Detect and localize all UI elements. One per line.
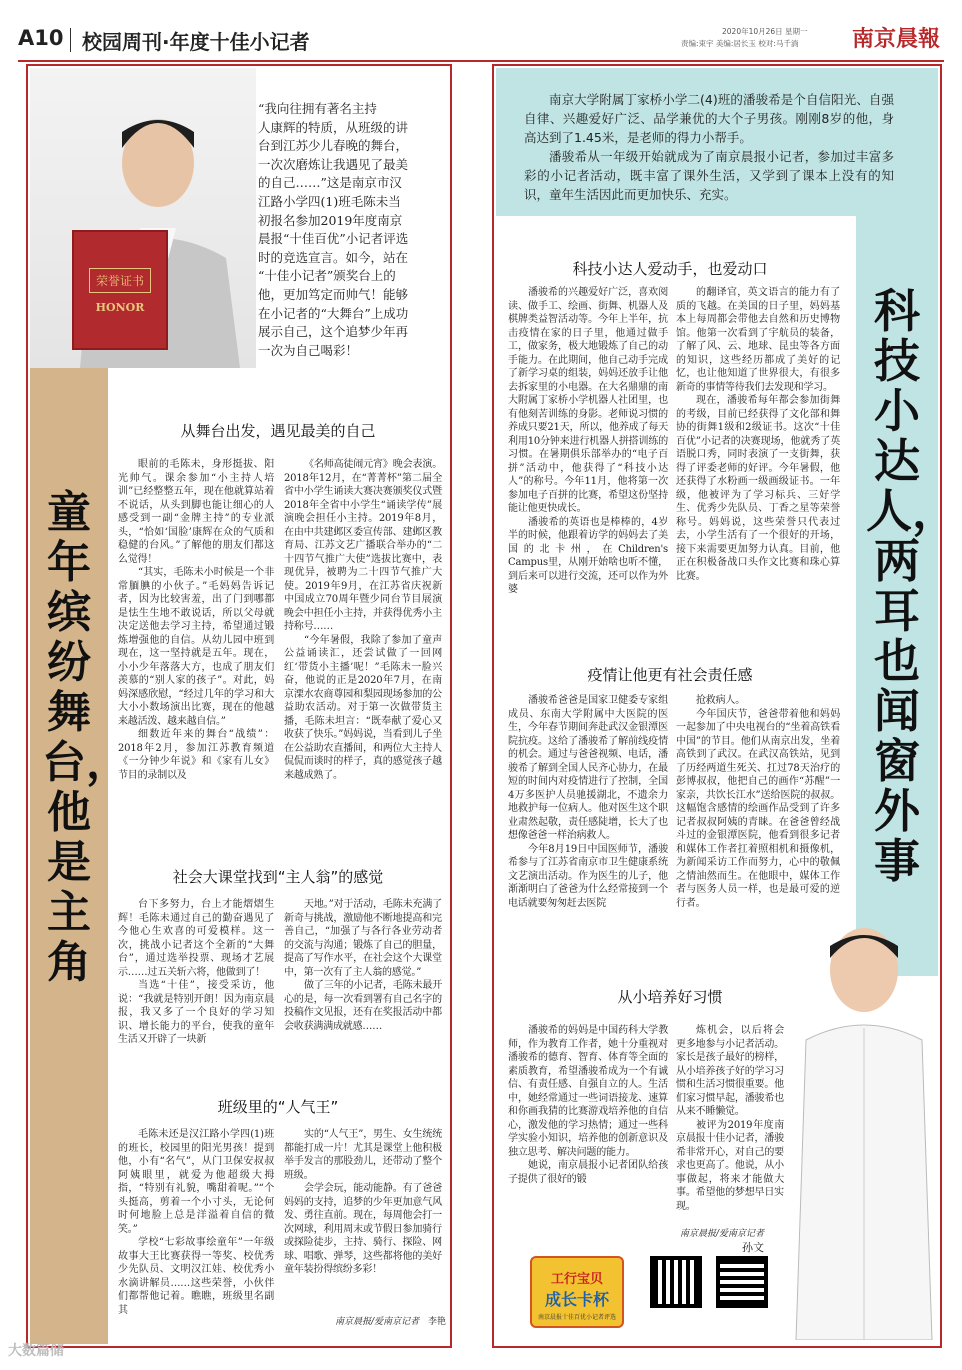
promo-line-2: 成长卡杯 (544, 1290, 609, 1309)
quote-line: 展示自己，这个追梦少年再 (258, 324, 409, 340)
paragraph: 现在，潘骏希每年都会参加街舞的考级，目前已经获得了文化部和舞协的街舞1级和2级证书。这次“十佳百优”小记者的决赛现场，他就秀了英语脱口秀，同时表演了一支街舞，获得了评委老师的好评。今年暑假，他还获得了水粉画一级画级证书。一年级，他被评为了学习标兵、三好学生、优秀少先队员、丁香之星等荣誉称号。妈妈说，这些荣誉只代表过去，小学生活有了一个很好的开场，接下来需要更加努力认真。目前，他正在积极备战口头作文比赛和珠心算比赛。 (676, 395, 840, 582)
right-byline (664, 1226, 764, 1255)
paragraph: 潘骏希的英语也是棒棒的，4岁半的时候，他跟着访学的妈妈去了美国的北卡州，在Children's Campus里，从刚开始啥也听不懂，到后来可以进行交流，还可以作为外婆 (508, 516, 668, 595)
byline-text: 南京晨报/爱南京记者 (335, 1317, 420, 1327)
left-s2-col2 (284, 898, 442, 1060)
promo-line-1: 工行宝贝 (550, 1272, 603, 1287)
intro-paragraph: 潘骏希从一年级开始就成为了南京晨报小记者，参加过丰富多彩的小记者活动，既丰富了课外生活，又学到了课本上没有的知识，童年生活因此而更加快乐、充实。 (524, 149, 894, 202)
certificate (72, 230, 168, 350)
paragraph: 她说，南京晨报小记者团队给孩子提供了很好的锻 (508, 1160, 668, 1185)
quote-line: 的自己……”这是南京市汉 (258, 175, 402, 191)
issue-date: 2020年10月26日 星期一 (722, 27, 808, 36)
left-quote (258, 100, 444, 360)
right-s1-col1 (508, 286, 668, 658)
staff-credits: 责编:束宇 美编:居长玉 校对:马千淌 (681, 39, 799, 48)
paragraph: 潘骏希的妈妈是中国药科大学教师，作为教育工作者，她十分重视对潘骏希的德育、智育、体育等全面的素质教育，希望潘骏希成为一个有诚信、有责任感、自强自立的人。生活中，她经常通过一些词语接龙、速算和你画我猜的比赛游戏培养他的自信心，激发他的学习热情；通过一些科学实验小知识，培养他的创新意识及独立思考、解决问题的能力。 (508, 1025, 668, 1158)
paragraph: 炼机会，以后将会更多地参与小记者活动。家长是孩子最好的榜样，从小培养孩子好的学习习惯和生活习惯很重要。他们家习惯早起，潘骏希也从来不睡懒觉。 (676, 1025, 784, 1117)
quote-line: 一次次磨炼让我遇见了最美 (258, 156, 409, 172)
quote-line: 人康辉的特质，从班级的讲 (258, 119, 409, 135)
paragraph: 潘骏希的兴趣爱好广泛，喜欢阅读、做手工、绘画、街舞、机器人及棋牌类益智活动等。今年上半年，抗击疫情在家的日子里，他通过做手工，做家务，极大地锻炼了自己的动手能力。在此期间，他自己动手完成了新学习桌的组装，妈妈还放手让他去拆家里的小电器。在大名鼎鼎的南大附属丁家桥小学机器人社团里，也有他刻苦训练的身影。老师说习惯的养成只要21天，所以，他养成了每天利用10分钟来进行机器人拼搭训练的习惯。在暑期俱乐部举办的“电子百拼”活动中，他获得了“科技小达人”的称号。今年11月，他将第一次参加电子百拼的比赛，希望这份坚持能让他更快成长。 (508, 287, 668, 514)
quote-line: 时的竞选宣言。如今，站在 (258, 249, 409, 265)
quote-line: 台到江苏少儿春晚的舞台， (258, 138, 409, 154)
left-title-band (30, 368, 130, 1344)
paragraph: 天地。”对于活动，毛陈未充满了新奇与挑战，激励他不断地提高和完善自己，“加强了与各行各业劳动者的交流与沟通；锻炼了自己的胆量，提高了写作水平，在社会这个大课堂中，第一次有了主人翁的感觉。” (284, 899, 442, 978)
certificate-seal: 荣誉证书 (89, 268, 151, 293)
right-s3-col2 (676, 1024, 784, 1224)
paragraph: 今年8月19日中国医师节，潘骏希参与了江苏省南京市卫生健康系统文艺演出活动。作为医生的儿子，他渐渐明白了爸爸为什么经常接到一个电话就要匆匆赶去医院 (508, 843, 668, 909)
paragraph: 眼前的毛陈未，身形挺拔、阳光帅气。课余参加“小主持人培训”已经整整五年，现在他就算站着不说话，从头到脚也能让细心的人感受到一副“金牌主持”的专业派头，“恰如‘国脸’康辉在众的气质和稳健的台风。”了解他的朋友们都这么觉得！ (118, 459, 274, 565)
left-s2-heading: 社会大课堂找到“主人翁”的感觉 (172, 868, 384, 886)
paragraph: 毛陈未还是汉江路小学四(1)班的班长，校园里的阳光男孩！提到他，小有“名气”，从门卫保安叔叔阿姨眼里，就爱为他超级大拇指，“特别有礼貌，嘴甜着呢。”“个头挺高，剪着一个小寸头，无论何时何地脸上总是洋溢着自信的微笑。” (118, 1129, 274, 1235)
left-s3-heading: 班级里的“人气王” (217, 1098, 339, 1116)
paragraph: 学校“七彩故事绘童年”一年级故事大王比赛获得一等奖、校优秀少先队员、文明汉江娃、校优秀小水滴讲解员……这些荣誉，小伙伴们都帮他记着。瞧瞧，班级里名副其 (118, 1237, 274, 1316)
intro-paragraph: 南京大学附属丁家桥小学二(4)班的潘骏希是个自信阳光、自强自律、兴趣爱好广泛、品学兼优的大个子男孩。刚刚8岁的他，身高达到了1.45米，是老师的得力小帮手。 (524, 92, 894, 145)
quote-line: 初报名参加2019年度南京 (258, 212, 403, 228)
paragraph: 《名师高徒闹元宵》晚会表演。2018年12月，在“菁菁杯”第二届全省中小学生诵读大赛决赛颁奖仪式暨2018年全省中小学生“诵读学传”展演晚会担任小主持。2019年8月，在由中共建邺区委宣传部、建邺区教育局、江苏文艺广播联合举办的“二十四节气推广大使”选拔比赛中，表现优异，被聘为二十四节气推广大使。2019年9月，在江苏省庆祝新中国成立70周年暨少同台节目展演晚会中担任小主持，并获得优秀小主持称号…… (284, 459, 442, 632)
reporter-name: 孙文 (742, 1241, 764, 1254)
page-number: A10 (18, 26, 64, 50)
paragraph: 细数近年来的舞台“战绩”：2018年2月，参加江苏教育频道《一分钟少年说》和《家有儿女》节目的录制以及 (118, 729, 274, 781)
certificate-honor: HONOR (95, 301, 145, 314)
boy-portrait-illustration (786, 910, 938, 1340)
right-s2-col1 (508, 694, 668, 974)
paragraph: 的翻译官，英文语言的能力有了质的飞越。在美国的日子里，妈妈基本上每周都会带他去自然和历史博物馆。他第一次看到了宇航员的装备，了解了风、云、地球、昆虫等各方面的知识，这些经历都成了美好的记忆，也让他知道了世界很大，有很多新奇的事情等待我们去发现和学习。 (676, 287, 840, 393)
quote-line: 一次为自己喝彩！ (258, 342, 359, 358)
paragraph: “今年暑假，我除了参加了童声公益诵读汇，还尝试做了一回网红‘带货小主播’呢！”毛陈未一脸兴奋，他说的正是2020年7月，在南京溧水农商尊园和梨园现场参加的公益助农活动。对于第一次做带货主播，毛陈未坦言：“既奉献了爱心又收获了快乐。”妈妈说，当看到儿子坐在公益助农直播间，和两位大主持人侃侃而谈时的样子，真的感觉孩子越来越成熟了。 (284, 634, 442, 781)
paragraph: “其实，毛陈未小时候是一个非常腼腆的小伙子。”毛妈妈告诉记者，因为比较害羞，出了门到哪都是怯生生地不敢说话，所以父母就决定送他去学习主持，希望通过锻炼增强他的自信。从幼儿园中班到现在，这一坚持就是五年。现在，小小少年落落大方，也成了朋友们羡慕的“别人家的孩子”。对此，妈妈深感欣慰，“经过几年的学习和大大小小数场演出比赛，现在的他越来越活泼、越来越自信。” (118, 567, 274, 727)
right-s3-heading: 从小培养好习惯 (617, 988, 723, 1006)
right-s3-col1 (508, 1024, 668, 1246)
left-main-title: 童年缤纷舞台，他是主角 (42, 487, 130, 988)
masthead (18, 20, 944, 62)
byline-text: 南京晨报/爱南京记者 (679, 1229, 764, 1239)
qr-code-icon (650, 1256, 702, 1308)
promo-badge (530, 1256, 624, 1328)
watermark: 大数篇储 (8, 1343, 64, 1359)
quote-line: 他，更加笃定而帅气！能够 (258, 286, 409, 302)
right-title-band (856, 216, 958, 976)
section-title: 校园周刊·年度十佳小记者 (82, 30, 310, 54)
paragraph: 当选“十佳”，接受采访，他说：“我就是特别开朗！因为南京晨报，我又多了一个良好的学习知识、增长能力的平台，使我的童年生活又开辟了一块新 (118, 980, 274, 1045)
left-s2-col1 (118, 898, 274, 1060)
quote-line: 江路小学四(1)班毛陈未当 (258, 193, 401, 209)
left-s1-col2 (284, 458, 442, 868)
brand-logo: 南京晨報 (852, 26, 941, 52)
masthead-divider (70, 28, 71, 52)
qr-code-icon (716, 1256, 768, 1308)
right-main-title: 科技小达人，两耳也闻窗外事 (866, 284, 958, 888)
quote-line: 在小记者的“大舞台”上成功 (258, 305, 409, 321)
promo-line-3: 南京晨报十佳百优小记者评选 (537, 1314, 616, 1321)
quote-line: “十佳小记者”颁奖台上的 (258, 268, 396, 284)
quote-line: 晨报“十佳百优”小记者评选 (258, 231, 409, 247)
paragraph: 台下多努力，台上才能熠熠生辉！毛陈未通过自己的勤奋遇见了今他心生欢喜的可爱模样。这一次，挑战小记者这个全新的“大舞台”，通过选举投票、现场才艺展示……过五关斩六将，他做到了！ (118, 899, 274, 978)
reporter-name: 李艳 (427, 1317, 446, 1327)
paragraph: 潘骏希爸爸是国家卫健委专家组成员、东南大学附属中大医院的医生，今年春节期间奔赴武汉金银潭医院抗疫。这给了潘骏希了解前线疫情的机会。通过与爸爸视频、电话，潘骏希了解到全国人民齐心协力，在最短的时间内对疫情进行了控制，全国4万多医护人员驰援湖北，不遗余力地救护每一位病人。他对医生这个职业肃然起敬，责任感陡增，长大了也想像爸爸一样治病救人。 (508, 695, 668, 841)
paragraph: 被评为2019年度南京晨报十佳小记者，潘骏希非常开心，对自己的要求也更高了。他说，从小事做起，将来才能做大事。希望他的梦想早日实现。 (676, 1119, 784, 1212)
left-s1-heading: 从舞台出发，遇见最美的自己 (180, 422, 376, 440)
right-s1-heading: 科技小达人爱动手，也爱动口 (572, 260, 768, 278)
left-s1-col1 (118, 458, 274, 868)
paragraph: 会学会玩，能动能静。有了爸爸妈妈的支持，追梦的少年更加意气风发、勇往直前。现在，每周他会打一次网球，利用周末或节假日参加骑行或探险徒步，主持、骑行、探险、网球、唱歌、弹琴，这些都将他的美好童年装扮得缤纷多彩！ (284, 1183, 442, 1275)
quote-line: “我向往拥有著名主持 (258, 101, 377, 116)
right-intro (524, 90, 894, 204)
left-s3-col1 (118, 1128, 274, 1318)
paragraph: 今年国庆节，爸爸带着他和妈妈一起参加了中央电视台的“坐着高铁看中国”的节目。他们从南京出发，坐着高铁到了武汉。在武汉高铁站，见到了历经两道生死关、扛过78天治疗的彭博叔叔，他把自己的画作“苏醒”一家亲，共饮长江水”送给医院的叔叔。这幅饱含感情的绘画作品受到了许多记者叔叔阿姨的青睐。在爸爸曾经战斗过的金银潭医院，他看到很多记者和媒体工作者扛着照相机和摄像机，为新闻采访工作而努力，心中的敬佩之情油然而生。在他眼中，媒体工作者与医务人员一样，也是最可爱的逆行者。 (676, 708, 840, 909)
paragraph: 实的“人气王”，男生、女生统统都能打成一片！尤其是课堂上他积极举手发言的那股劲儿，还带动了整个班级。 (284, 1129, 442, 1181)
paragraph: 做了三年的小记者，毛陈未最开心的是，每一次看到署有自己名字的投稿作文见报，还有在奖报活动中都会收获满满成就感…… (284, 980, 442, 1032)
right-s1-col2 (676, 286, 840, 658)
paragraph: 抢救病人。 (696, 695, 745, 706)
left-byline (296, 1314, 446, 1327)
left-s3-col2 (284, 1128, 442, 1304)
right-s2-heading: 疫情让他更有社会责任感 (587, 666, 753, 684)
boy-photo-right (786, 910, 938, 1340)
